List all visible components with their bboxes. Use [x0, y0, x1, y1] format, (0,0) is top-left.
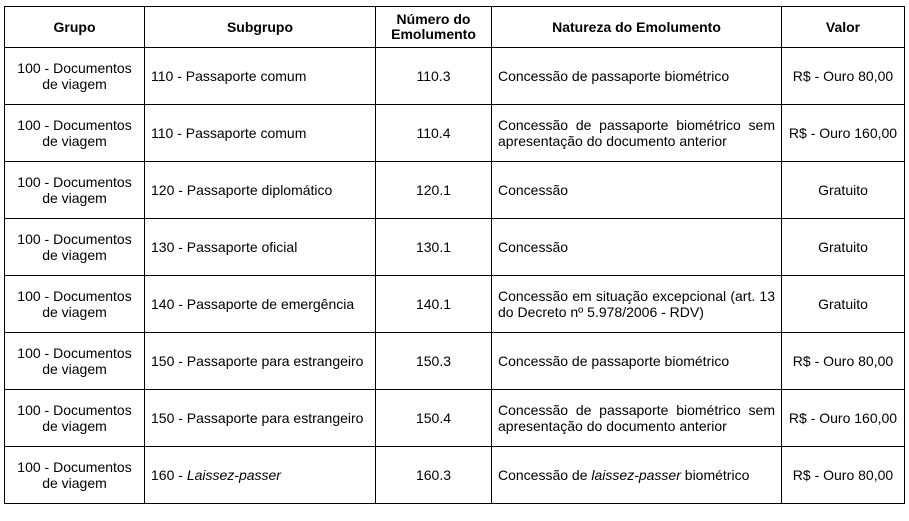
subgrupo-italic: Laissez-passer: [186, 467, 281, 483]
natureza-italic: laissez-passer: [591, 467, 681, 483]
cell-grupo: 100 - Documentos de viagem: [5, 219, 145, 276]
cell-valor: R$ - Ouro 160,00: [782, 390, 905, 447]
cell-valor: R$ - Ouro 80,00: [782, 48, 905, 105]
cell-valor: R$ - Ouro 80,00: [782, 333, 905, 390]
cell-numero: 110.3: [376, 48, 492, 105]
natureza-prefix: Concessão de: [498, 467, 592, 483]
cell-natureza: Concessão: [492, 219, 782, 276]
table-row: [5, 447, 905, 504]
cell-natureza: Concessão de passaporte biométrico sem apresentação do documento anterior: [492, 105, 782, 162]
cell-grupo: 100 - Documentos de viagem: [5, 333, 145, 390]
cell-grupo: 100 - Documentos de viagem: [5, 390, 145, 447]
cell-numero: 110.4: [376, 105, 492, 162]
cell-grupo: 100 - Documentos de viagem: [5, 276, 145, 333]
emolument-table-container: [4, 6, 905, 504]
table-row: [5, 162, 905, 219]
cell-valor: Gratuito: [782, 276, 905, 333]
header-subgrupo: Subgrupo: [145, 7, 376, 48]
header-grupo: Grupo: [5, 7, 145, 48]
cell-subgrupo: 150 - Passaporte para estrangeiro: [145, 390, 376, 447]
cell-natureza: Concessão em situação excepcional (art. 13 do Decreto nº 5.978/2006 - RDV): [492, 276, 782, 333]
header-natureza: Natureza do Emolumento: [492, 7, 782, 48]
cell-valor: R$ - Ouro 80,00: [782, 447, 905, 504]
table-row: [5, 219, 905, 276]
cell-grupo: 100 - Documentos de viagem: [5, 48, 145, 105]
cell-subgrupo: 110 - Passaporte comum: [145, 105, 376, 162]
table-row: [5, 390, 905, 447]
cell-numero: 160.3: [376, 447, 492, 504]
cell-natureza: Concessão de passaporte biométrico: [492, 333, 782, 390]
cell-natureza: Concessão de passaporte biométrico: [492, 48, 782, 105]
cell-subgrupo: 140 - Passaporte de emergência: [145, 276, 376, 333]
cell-valor: Gratuito: [782, 219, 905, 276]
cell-numero: 150.4: [376, 390, 492, 447]
cell-grupo: 100 - Documentos de viagem: [5, 105, 145, 162]
subgrupo-prefix: 160 -: [151, 467, 187, 483]
header-numero: Número do Emolumento: [376, 7, 492, 48]
table-header-row: [5, 7, 905, 48]
cell-grupo: 100 - Documentos de viagem: [5, 447, 145, 504]
emolument-table: [4, 6, 905, 504]
cell-numero: 120.1: [376, 162, 492, 219]
table-row: [5, 48, 905, 105]
cell-valor: R$ - Ouro 160,00: [782, 105, 905, 162]
cell-subgrupo: 120 - Passaporte diplomático: [145, 162, 376, 219]
cell-natureza: [492, 447, 782, 504]
table-row: [5, 276, 905, 333]
natureza-suffix: biométrico: [680, 467, 750, 483]
cell-subgrupo: [145, 447, 376, 504]
cell-subgrupo: 110 - Passaporte comum: [145, 48, 376, 105]
header-valor: Valor: [782, 7, 905, 48]
cell-grupo: 100 - Documentos de viagem: [5, 162, 145, 219]
cell-subgrupo: 130 - Passaporte oficial: [145, 219, 376, 276]
cell-valor: Gratuito: [782, 162, 905, 219]
cell-numero: 140.1: [376, 276, 492, 333]
cell-numero: 130.1: [376, 219, 492, 276]
cell-natureza: Concessão: [492, 162, 782, 219]
cell-numero: 150.3: [376, 333, 492, 390]
table-row: [5, 105, 905, 162]
cell-natureza: Concessão de passaporte biométrico sem apresentação do documento anterior: [492, 390, 782, 447]
cell-subgrupo: 150 - Passaporte para estrangeiro: [145, 333, 376, 390]
table-row: [5, 333, 905, 390]
